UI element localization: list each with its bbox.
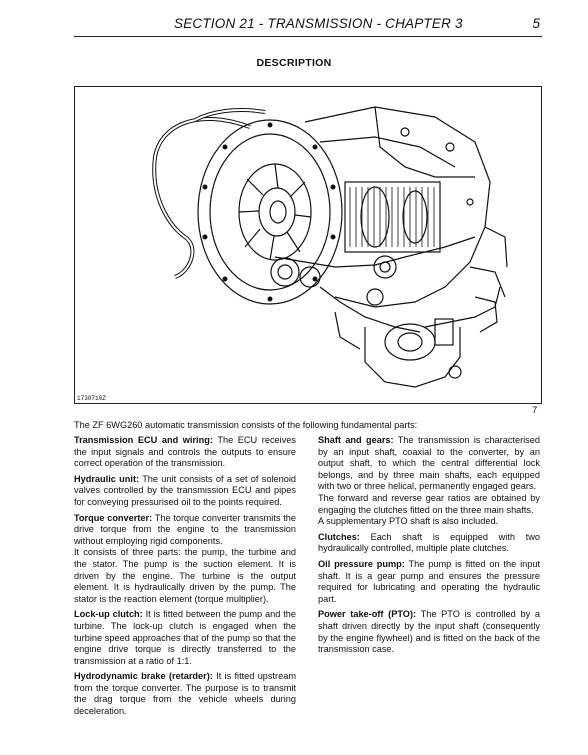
term: Transmission ECU and wiring: bbox=[74, 435, 213, 445]
paragraph-torque-converter-parts bbox=[74, 547, 296, 605]
paragraph-shaft-gears bbox=[318, 435, 540, 493]
paragraph-text: The transmission is characterised by an input shaft, coaxial to the converter, by an output shaft, to which the central differential lock belongs, and by three main shafts, each equipped with two or three helical, permanently engaged gears. bbox=[318, 435, 540, 492]
paragraph-text: The unit consists of a set of solenoid valves controlled by the transmission ECU and pipes for conveying pressurised oil to the points required. bbox=[74, 473, 296, 507]
header-rule bbox=[74, 36, 542, 37]
paragraph-clutches bbox=[318, 532, 540, 555]
paragraph-text: It is fitted between the pump and the turbine. The lock-up clutch is engaged when the turbine speed approaches that of the pump so that the engine drive torque is directly transferred to the transmission at a ratio of 1:1. bbox=[74, 609, 297, 666]
section-heading: DESCRIPTION bbox=[256, 57, 332, 69]
intro-paragraph: The ZF 6WG260 automatic transmission consists of the following fundamental parts: bbox=[74, 420, 418, 430]
paragraph-text: It is fitted upstream from the torque converter. The purpose is to transmit the drag torque from the vehicle wheels during deceleration. bbox=[74, 671, 296, 717]
paragraph-oil-pump bbox=[318, 559, 540, 605]
paragraph-text: A supplementary PTO shaft is also included. bbox=[318, 516, 499, 527]
paragraph-text: The pump is fitted on the input shaft. It is a gear pump and ensures the pressure required for lubricating and operating the hydraulic part. bbox=[318, 558, 540, 604]
paragraph-text: The ECU receives the input signals and controls the outputs to ensure correct operation of the transmission. bbox=[74, 435, 297, 469]
paragraph-text: The forward and reverse gear ratios are obtained by engaging the clutches fitted on the three main shafts. bbox=[318, 492, 540, 515]
paragraph-pto-shaft bbox=[318, 516, 540, 528]
term: Shaft and gears: bbox=[318, 435, 394, 445]
transmission-drawing bbox=[75, 87, 541, 403]
term: Hydraulic unit: bbox=[74, 473, 140, 484]
term: Power take-off (PTO): bbox=[318, 609, 417, 620]
page-header bbox=[74, 14, 542, 34]
transmission-illustration bbox=[74, 86, 542, 404]
paragraph-text: It consists of three parts: the pump, the turbine and the stator. The pump is the suction element. It is driven by the engine. The turbine is the output element. It is hydraulically driven by the pump. The stator is the reaction element (torque multiplier). bbox=[74, 547, 296, 604]
term: Hydrodynamic brake (retarder): bbox=[74, 671, 213, 682]
paragraph-retarder bbox=[74, 671, 296, 717]
paragraph-text: The torque converter transmits the drive torque from the engine to the transmission without employing rigid components. bbox=[74, 512, 296, 546]
section-title: SECTION 21 - TRANSMISSION - CHAPTER 3 bbox=[174, 16, 463, 31]
paragraph-text: Each shaft is equipped with two hydraulically controlled, multiple plate clutches. bbox=[318, 531, 540, 554]
term: Lock-up clutch: bbox=[74, 609, 143, 620]
paragraph-text: The PTO is controlled by a shaft driven directly by the input shaft (consequently by the engine flywheel) and is fitted on the back of the transmission case. bbox=[318, 609, 540, 655]
term: Oil pressure pump: bbox=[318, 558, 405, 569]
paragraph-pto bbox=[318, 609, 540, 655]
term: Clutches: bbox=[318, 531, 360, 542]
left-column bbox=[74, 435, 296, 722]
paragraph-lock-up-clutch bbox=[74, 609, 296, 667]
term: Torque converter: bbox=[74, 512, 153, 523]
figure-code: 1730710Z bbox=[77, 395, 106, 402]
page-number: 5 bbox=[532, 16, 540, 31]
paragraph-gear-ratios bbox=[318, 493, 540, 516]
right-column bbox=[318, 435, 540, 660]
paragraph-hydraulic-unit bbox=[74, 474, 296, 509]
paragraph-torque-converter bbox=[74, 513, 296, 548]
paragraph-ecu bbox=[74, 435, 296, 470]
figure-number: 7 bbox=[532, 405, 538, 416]
